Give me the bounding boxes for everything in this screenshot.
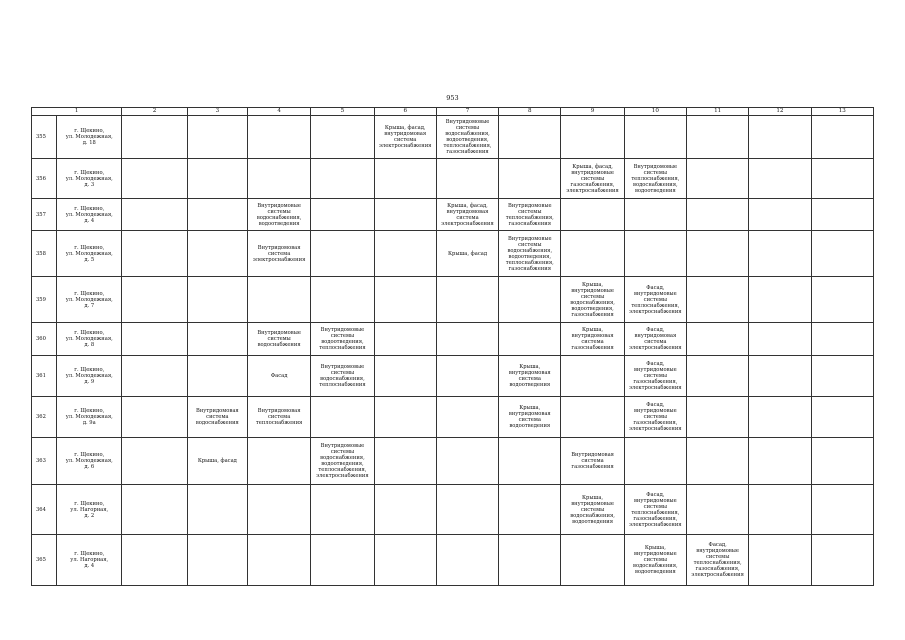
work-cell-col-10 [624, 116, 686, 159]
work-cell-col-11 [687, 277, 749, 323]
address-line: г. Щекино, [74, 128, 105, 134]
table-row [32, 438, 874, 485]
row-number: 362 [32, 397, 57, 438]
work-cell-col-8 [499, 116, 561, 159]
address-line: д. 5 [84, 256, 95, 263]
row-number: 360 [32, 323, 57, 356]
table-row [32, 485, 874, 535]
column-header: 7 [436, 108, 498, 116]
column-header: 8 [499, 108, 561, 116]
address-line: г. Щекино, [74, 244, 105, 251]
work-cell-col-7 [436, 438, 498, 485]
work-cell-col-13 [811, 438, 873, 485]
work-cell-col-11 [687, 397, 749, 438]
work-cell-col-6 [374, 199, 436, 231]
work-cell-col-12 [749, 356, 811, 397]
work-cell-col-3 [187, 356, 247, 397]
work-cell-col-3 [187, 116, 247, 159]
table-row [32, 323, 874, 356]
work-cell-col-13 [811, 323, 873, 356]
work-cell-col-7: Внутридомовые системы водоснабжения, водоотведения, теплоснабжения, газоснабжения [436, 116, 498, 159]
row-number: 358 [32, 231, 57, 277]
work-cell-col-13 [811, 199, 873, 231]
column-header: 5 [311, 108, 374, 116]
work-cell-col-3 [187, 199, 247, 231]
table-row [32, 397, 874, 438]
work-cell-col-10: Фасад, внутридомовая система электроснабжения [624, 323, 686, 356]
work-cell-col-13 [811, 231, 873, 277]
work-cell-col-2 [122, 199, 187, 231]
row-number: 357 [32, 199, 57, 231]
work-cell-col-9 [561, 199, 624, 231]
address-line: г. Щекино, [74, 169, 105, 176]
address-line: г. Щекино, [74, 330, 105, 336]
work-cell-col-3 [187, 277, 247, 323]
work-cell-col-4 [247, 277, 310, 323]
work-cell-col-6: Крыша, фасад, внутридомовая система электроснабжения [374, 116, 436, 159]
address-cell [57, 231, 122, 277]
work-cell-col-5 [311, 116, 374, 159]
address-cell [57, 277, 122, 323]
work-cell-col-8: Крыша, внутридомовая система водоотведения [499, 356, 561, 397]
column-header: 2 [122, 108, 187, 116]
work-cell-col-10: Крыша, внутридомовые системы водоснабжения, водоотведения [624, 535, 686, 586]
work-cell-col-11 [687, 159, 749, 199]
table-row [32, 159, 874, 199]
work-cell-col-4 [247, 116, 310, 159]
address-cell [57, 159, 122, 199]
work-cell-col-9 [561, 397, 624, 438]
table-row [32, 116, 874, 159]
work-cell-col-5: Внутридомовые системы водоснабжения, водоотведения, теплоснабжения, электроснабжения [311, 438, 374, 485]
work-cell-col-9: Крыша, фасад, внутридомовые системы газоснабжения, электроснабжения [561, 159, 624, 199]
address-line: ул. Молодежная, [65, 336, 113, 342]
address-line: г. Щекино, [74, 367, 105, 373]
work-cell-col-6 [374, 485, 436, 535]
work-cell-col-6 [374, 397, 436, 438]
work-cell-col-12 [749, 438, 811, 485]
work-cell-col-10: Внутридомовые системы теплоснабжения, водоснабжения, водоотведения [624, 159, 686, 199]
work-cell-col-2 [122, 535, 187, 586]
work-cell-col-5: Внутридомовые системы водоснабжения, теплоснабжения [311, 356, 374, 397]
address-cell [57, 356, 122, 397]
register-table [31, 107, 874, 586]
column-header: 13 [811, 108, 873, 116]
work-cell-col-7: Крыша, фасад [436, 231, 498, 277]
work-cell-col-10 [624, 438, 686, 485]
address-cell [57, 397, 122, 438]
column-header: 4 [247, 108, 310, 116]
work-cell-col-12 [749, 116, 811, 159]
work-cell-col-3 [187, 485, 247, 535]
work-cell-col-4 [247, 485, 310, 535]
work-cell-col-4 [247, 159, 310, 199]
work-cell-col-5 [311, 397, 374, 438]
work-cell-col-3 [187, 159, 247, 199]
work-cell-col-8 [499, 535, 561, 586]
work-cell-col-6 [374, 231, 436, 277]
work-cell-col-11 [687, 231, 749, 277]
work-cell-col-3: Крыша, фасад [187, 438, 247, 485]
work-cell-col-7 [436, 485, 498, 535]
work-cell-col-10 [624, 231, 686, 277]
work-cell-col-2 [122, 356, 187, 397]
address-line: ул. Нагорная, [70, 506, 109, 513]
work-cell-col-11: Фасад, внутридомовые системы теплоснабжения, газоснабжения, электроснабжения [687, 535, 749, 586]
work-cell-col-11 [687, 438, 749, 485]
address-cell [57, 535, 122, 586]
work-cell-col-7: Крыша, фасад, внутридомовая система электроснабжения [436, 199, 498, 231]
address-line: д. 7 [84, 302, 95, 309]
work-cell-col-3: Внутридомовая система водоснабжения [187, 397, 247, 438]
work-cell-col-6 [374, 323, 436, 356]
work-cell-col-10: Фасад, внутридомовые системы газоснабжения, электроснабжения [624, 356, 686, 397]
work-cell-col-7 [436, 397, 498, 438]
work-cell-col-7 [436, 323, 498, 356]
work-cell-col-8 [499, 485, 561, 535]
address-line: ул. Молодежная, [65, 296, 113, 303]
row-number: 361 [32, 356, 57, 397]
address-line: д. 9а [82, 420, 96, 426]
work-cell-col-13 [811, 116, 873, 159]
address-cell [57, 438, 122, 485]
work-cell-col-3 [187, 535, 247, 586]
work-cell-col-4 [247, 535, 310, 586]
row-number: 355 [32, 116, 57, 159]
work-cell-col-13 [811, 159, 873, 199]
work-cell-col-9: Крыша, внутридомовая система газоснабжения [561, 323, 624, 356]
address-line: ул. Молодежная, [65, 134, 113, 140]
work-cell-col-4 [247, 438, 310, 485]
work-cell-col-11 [687, 323, 749, 356]
work-cell-col-12 [749, 323, 811, 356]
work-cell-col-12 [749, 535, 811, 586]
work-cell-col-10 [624, 199, 686, 231]
work-cell-col-8 [499, 323, 561, 356]
work-cell-col-8: Крыша, внутридомовая система водоотведения [499, 397, 561, 438]
address-line: д. 4 [84, 563, 95, 569]
work-cell-col-4: Фасад [247, 356, 310, 397]
column-header: 6 [374, 108, 436, 116]
address-cell [57, 199, 122, 231]
work-cell-col-5 [311, 485, 374, 535]
table-row [32, 356, 874, 397]
work-cell-col-12 [749, 159, 811, 199]
address-line: ул. Молодежная, [65, 175, 113, 182]
work-cell-col-8 [499, 438, 561, 485]
page-number: 953 [446, 94, 459, 102]
work-cell-col-10: Фасад, внутридомовые системы теплоснабжения, газоснабжения, электроснабжения [624, 485, 686, 535]
header-row [32, 108, 874, 116]
address-cell [57, 116, 122, 159]
address-line: д. 4 [84, 217, 95, 224]
work-cell-col-4: Внутридомовые системы водоснабжения [247, 323, 310, 356]
work-cell-col-2 [122, 323, 187, 356]
work-cell-col-7 [436, 356, 498, 397]
work-cell-col-13 [811, 397, 873, 438]
work-cell-col-7 [436, 535, 498, 586]
column-header: 10 [624, 108, 686, 116]
column-header: 12 [749, 108, 811, 116]
work-cell-col-9: Внутридомовая система газоснабжения [561, 438, 624, 485]
work-cell-col-7 [436, 277, 498, 323]
address-line: ул. Молодежная, [65, 211, 113, 218]
work-cell-col-8 [499, 277, 561, 323]
work-cell-col-12 [749, 231, 811, 277]
address-line: д. 9 [84, 379, 95, 385]
work-cell-col-9: Крыша, внутридомовые системы водоснабжения, водоотведения, газоснабжения [561, 277, 624, 323]
address-line: ул. Молодежная, [65, 373, 113, 379]
work-cell-col-6 [374, 356, 436, 397]
address-cell [57, 485, 122, 535]
address-line: г. Щекино, [74, 452, 105, 458]
work-cell-col-6 [374, 438, 436, 485]
row-number: 365 [32, 535, 57, 586]
work-cell-col-4: Внутридомовые системы водоснабжения, водоотведения [247, 199, 310, 231]
work-cell-col-11 [687, 116, 749, 159]
work-cell-col-8: Внутридомовые системы водоснабжения, водоотведения, теплоснабжения, газоснабжения [499, 231, 561, 277]
work-cell-col-10: Фасад, внутридомовые системы теплоснабжения, электроснабжения [624, 277, 686, 323]
work-cell-col-2 [122, 485, 187, 535]
row-number: 356 [32, 159, 57, 199]
work-cell-col-6 [374, 535, 436, 586]
work-cell-col-11 [687, 356, 749, 397]
work-cell-col-2 [122, 159, 187, 199]
work-cell-col-11 [687, 485, 749, 535]
work-cell-col-3 [187, 323, 247, 356]
work-cell-col-2 [122, 277, 187, 323]
row-number: 359 [32, 277, 57, 323]
work-cell-col-9 [561, 356, 624, 397]
address-line: г. Щекино, [74, 408, 105, 414]
address-line: д. 8 [84, 342, 95, 348]
work-cell-col-6 [374, 277, 436, 323]
work-cell-col-12 [749, 277, 811, 323]
work-cell-col-8: Внутридомовые системы теплоснабжения, газоснабжения [499, 199, 561, 231]
work-cell-col-4: Внутридомовая система электроснабжения [247, 231, 310, 277]
table-row [32, 535, 874, 586]
work-cell-col-2 [122, 397, 187, 438]
work-cell-col-5 [311, 159, 374, 199]
table-row [32, 277, 874, 323]
address-cell [57, 323, 122, 356]
address-line: ул. Молодежная, [65, 414, 113, 420]
work-cell-col-13 [811, 535, 873, 586]
address-line: д. 3 [84, 181, 95, 188]
work-cell-col-5 [311, 277, 374, 323]
table-row [32, 231, 874, 277]
address-line: г. Щекино, [74, 551, 105, 557]
address-line: д. 6 [84, 464, 95, 470]
work-cell-col-3 [187, 231, 247, 277]
column-header: 3 [187, 108, 247, 116]
address-line: г. Щекино, [74, 290, 105, 297]
work-cell-col-12 [749, 397, 811, 438]
work-cell-col-5 [311, 199, 374, 231]
address-line: ул. Молодежная, [65, 458, 113, 464]
address-line: г. Щекино, [74, 500, 105, 507]
work-cell-col-13 [811, 485, 873, 535]
work-cell-col-11 [687, 199, 749, 231]
work-cell-col-2 [122, 438, 187, 485]
work-cell-col-9 [561, 535, 624, 586]
address-line: д. 18 [82, 140, 96, 146]
work-cell-col-13 [811, 277, 873, 323]
work-cell-col-4: Внутридомовая система теплоснабжения [247, 397, 310, 438]
row-number: 364 [32, 485, 57, 535]
column-header: 9 [561, 108, 624, 116]
column-header: 11 [687, 108, 749, 116]
work-cell-col-2 [122, 231, 187, 277]
work-cell-col-10: Фасад, внутридомовые системы газоснабжения, электроснабжения [624, 397, 686, 438]
address-line: г. Щекино, [74, 205, 105, 212]
column-header: 1 [32, 108, 122, 116]
work-cell-col-12 [749, 199, 811, 231]
address-line: ул. Молодежная, [65, 250, 113, 257]
work-cell-col-6 [374, 159, 436, 199]
work-cell-col-13 [811, 356, 873, 397]
work-cell-col-9 [561, 116, 624, 159]
work-cell-col-7 [436, 159, 498, 199]
work-cell-col-12 [749, 485, 811, 535]
work-cell-col-9: Крыша, внутридомовые системы водоснабжения, водоотведения [561, 485, 624, 535]
work-cell-col-5 [311, 535, 374, 586]
address-line: д. 2 [84, 512, 95, 519]
work-cell-col-5 [311, 231, 374, 277]
address-line: ул. Нагорная, [70, 557, 109, 563]
work-cell-col-9 [561, 231, 624, 277]
work-cell-col-8 [499, 159, 561, 199]
table-row [32, 199, 874, 231]
work-cell-col-2 [122, 116, 187, 159]
work-cell-col-5: Внутридомовые системы водоотведения, теплоснабжения [311, 323, 374, 356]
row-number: 363 [32, 438, 57, 485]
